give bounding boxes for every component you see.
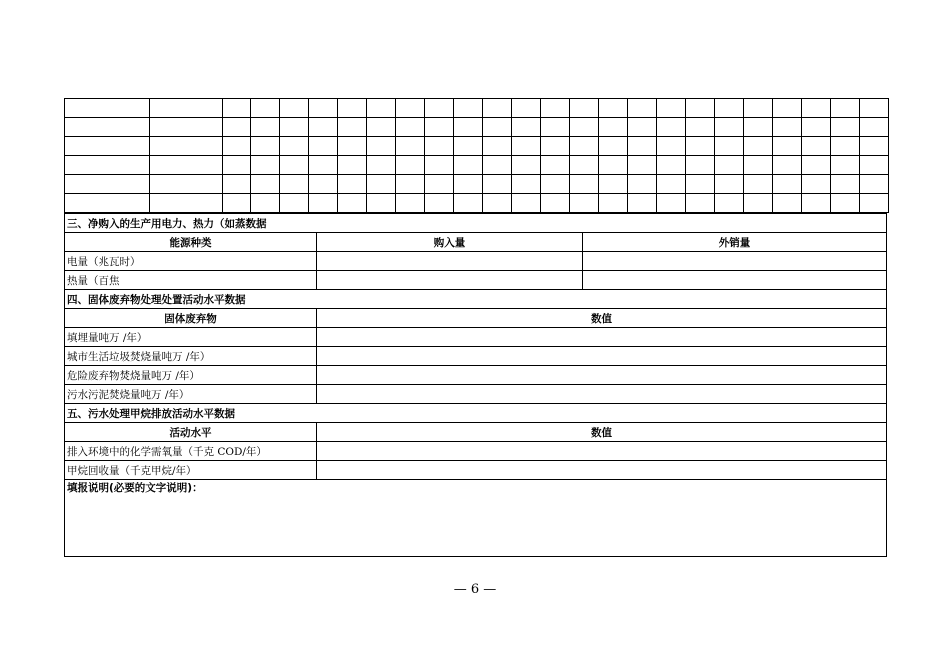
grid-cell[interactable] <box>744 194 773 213</box>
grid-cell[interactable] <box>65 118 150 137</box>
grid-cell[interactable] <box>309 194 338 213</box>
grid-cell[interactable] <box>280 137 309 156</box>
grid-cell[interactable] <box>570 156 599 175</box>
input-cell[interactable] <box>317 461 887 480</box>
grid-row <box>65 137 889 156</box>
section3-header-energy-type: 能源种类 <box>65 233 317 252</box>
section3-title: 三、净购入的生产用电力、热力（如蒸数据 <box>65 214 887 233</box>
grid-cell[interactable] <box>802 175 831 194</box>
grid-cell[interactable] <box>280 156 309 175</box>
grid-cell[interactable] <box>454 194 483 213</box>
grid-cell[interactable] <box>628 99 657 118</box>
grid-cell[interactable] <box>773 137 802 156</box>
grid-cell[interactable] <box>570 175 599 194</box>
grid-cell[interactable] <box>744 99 773 118</box>
grid-cell[interactable] <box>367 175 396 194</box>
grid-cell[interactable] <box>802 118 831 137</box>
grid-cell[interactable] <box>657 156 686 175</box>
grid-cell[interactable] <box>396 194 425 213</box>
grid-cell[interactable] <box>483 175 512 194</box>
grid-cell[interactable] <box>657 194 686 213</box>
section4-title: 四、固体废弃物处理处置活动水平数据 <box>65 290 887 309</box>
grid-cell[interactable] <box>860 118 889 137</box>
grid-cell[interactable] <box>454 118 483 137</box>
note-row <box>65 480 887 557</box>
section5-header-row <box>65 423 887 442</box>
input-cell[interactable] <box>317 347 887 366</box>
input-cell[interactable] <box>583 252 887 271</box>
grid-cell[interactable] <box>831 118 860 137</box>
grid-cell[interactable] <box>831 194 860 213</box>
grid-cell[interactable] <box>251 99 280 118</box>
grid-cell[interactable] <box>860 175 889 194</box>
grid-cell[interactable] <box>831 156 860 175</box>
section3-title-row <box>65 214 887 233</box>
grid-cell[interactable] <box>860 194 889 213</box>
grid-cell[interactable] <box>744 118 773 137</box>
grid-cell[interactable] <box>599 156 628 175</box>
grid-cell[interactable] <box>773 175 802 194</box>
grid-cell[interactable] <box>338 175 367 194</box>
grid-cell[interactable] <box>425 156 454 175</box>
grid-cell[interactable] <box>628 118 657 137</box>
grid-cell[interactable] <box>541 137 570 156</box>
grid-cell[interactable] <box>150 118 223 137</box>
input-cell[interactable] <box>317 252 583 271</box>
section3-row-heat <box>65 271 887 290</box>
grid-cell[interactable] <box>338 99 367 118</box>
grid-cell[interactable] <box>396 118 425 137</box>
grid-cell[interactable] <box>686 99 715 118</box>
grid-cell[interactable] <box>802 156 831 175</box>
grid-cell[interactable] <box>425 99 454 118</box>
grid-cell[interactable] <box>396 156 425 175</box>
grid-cell[interactable] <box>223 137 251 156</box>
section4-row-label: 污水污泥焚烧量吨万 /年） <box>65 385 317 404</box>
section4-header-row <box>65 309 887 328</box>
grid-cell[interactable] <box>599 118 628 137</box>
continued-grid-table <box>64 98 889 213</box>
grid-cell[interactable] <box>715 137 744 156</box>
grid-cell[interactable] <box>831 137 860 156</box>
grid-cell[interactable] <box>715 118 744 137</box>
grid-cell[interactable] <box>686 137 715 156</box>
grid-cell[interactable] <box>860 137 889 156</box>
section5-row <box>65 461 887 480</box>
grid-cell[interactable] <box>454 137 483 156</box>
section4-header-value: 数值 <box>317 309 887 328</box>
grid-cell[interactable] <box>512 175 541 194</box>
section4-row-label: 危险废弃物焚烧量吨万 /年） <box>65 366 317 385</box>
grid-cell[interactable] <box>223 175 251 194</box>
grid-cell[interactable] <box>541 194 570 213</box>
input-cell[interactable] <box>317 328 887 347</box>
grid-cell[interactable] <box>483 118 512 137</box>
grid-row <box>65 175 889 194</box>
grid-cell[interactable] <box>223 99 251 118</box>
grid-cell[interactable] <box>338 118 367 137</box>
section5-title-row <box>65 404 887 423</box>
grid-cell[interactable] <box>425 194 454 213</box>
grid-cell[interactable] <box>309 99 338 118</box>
grid-cell[interactable] <box>483 194 512 213</box>
grid-cell[interactable] <box>309 137 338 156</box>
grid-cell[interactable] <box>512 194 541 213</box>
grid-cell[interactable] <box>367 194 396 213</box>
grid-cell[interactable] <box>367 118 396 137</box>
grid-cell[interactable] <box>338 194 367 213</box>
section3-header-row <box>65 233 887 252</box>
grid-cell[interactable] <box>860 156 889 175</box>
grid-cell[interactable] <box>599 194 628 213</box>
grid-row <box>65 156 889 175</box>
grid-cell[interactable] <box>628 137 657 156</box>
grid-cell[interactable] <box>628 194 657 213</box>
section4-row <box>65 328 887 347</box>
grid-cell[interactable] <box>309 156 338 175</box>
grid-cell[interactable] <box>65 137 150 156</box>
grid-cell[interactable] <box>309 118 338 137</box>
grid-cell[interactable] <box>223 194 251 213</box>
section5-header-activity: 活动水平 <box>65 423 317 442</box>
grid-cell[interactable] <box>657 118 686 137</box>
section5-title: 五、污水处理甲烷排放活动水平数据 <box>65 404 887 423</box>
grid-cell[interactable] <box>802 99 831 118</box>
grid-cell[interactable] <box>512 118 541 137</box>
section4-row-label: 填埋量吨万 /年） <box>65 328 317 347</box>
grid-cell[interactable] <box>773 118 802 137</box>
section4-title-row <box>65 290 887 309</box>
grid-cell[interactable] <box>309 175 338 194</box>
grid-cell[interactable] <box>715 99 744 118</box>
grid-cell[interactable] <box>715 156 744 175</box>
section3-row-label: 电量（兆瓦时） <box>65 252 317 271</box>
grid-cell[interactable] <box>860 99 889 118</box>
section4-row <box>65 366 887 385</box>
input-cell[interactable] <box>583 271 887 290</box>
input-cell[interactable] <box>317 385 887 404</box>
section4-row <box>65 347 887 366</box>
section5-header-value: 数值 <box>317 423 887 442</box>
section3-header-purchased: 购入量 <box>317 233 583 252</box>
grid-cell[interactable] <box>599 175 628 194</box>
grid-cell[interactable] <box>396 99 425 118</box>
section5-row-label: 排入环境中的化学需氧量（千克 COD/年） <box>65 442 317 461</box>
grid-row <box>65 118 889 137</box>
grid-cell[interactable] <box>570 137 599 156</box>
grid-row <box>65 99 889 118</box>
grid-cell[interactable] <box>425 118 454 137</box>
grid-cell[interactable] <box>150 194 223 213</box>
grid-cell[interactable] <box>686 194 715 213</box>
grid-cell[interactable] <box>223 118 251 137</box>
grid-cell[interactable] <box>512 137 541 156</box>
grid-row <box>65 194 889 213</box>
grid-cell[interactable] <box>280 99 309 118</box>
grid-cell[interactable] <box>65 99 150 118</box>
grid-cell[interactable] <box>367 137 396 156</box>
grid-cell[interactable] <box>686 156 715 175</box>
grid-cell[interactable] <box>541 156 570 175</box>
grid-cell[interactable] <box>367 156 396 175</box>
grid-cell[interactable] <box>599 137 628 156</box>
input-cell[interactable] <box>317 366 887 385</box>
grid-cell[interactable] <box>802 194 831 213</box>
grid-cell[interactable] <box>454 156 483 175</box>
grid-cell[interactable] <box>396 137 425 156</box>
grid-cell[interactable] <box>541 99 570 118</box>
grid-cell[interactable] <box>251 118 280 137</box>
grid-cell[interactable] <box>65 194 150 213</box>
section4-header-waste: 固体废弃物 <box>65 309 317 328</box>
grid-cell[interactable] <box>150 99 223 118</box>
grid-cell[interactable] <box>396 175 425 194</box>
section5-row <box>65 442 887 461</box>
grid-cell[interactable] <box>686 175 715 194</box>
grid-cell[interactable] <box>628 156 657 175</box>
section4-row-label: 城市生活垃圾焚烧量吨万 /年） <box>65 347 317 366</box>
grid-cell[interactable] <box>744 175 773 194</box>
grid-cell[interactable] <box>831 99 860 118</box>
grid-cell[interactable] <box>280 118 309 137</box>
input-cell[interactable] <box>317 442 887 461</box>
grid-cell[interactable] <box>657 175 686 194</box>
grid-cell[interactable] <box>744 137 773 156</box>
grid-cell[interactable] <box>454 99 483 118</box>
grid-cell[interactable] <box>425 175 454 194</box>
grid-cell[interactable] <box>223 156 251 175</box>
grid-cell[interactable] <box>65 156 150 175</box>
grid-cell[interactable] <box>715 175 744 194</box>
grid-cell[interactable] <box>628 175 657 194</box>
input-cell[interactable] <box>317 271 583 290</box>
grid-cell[interactable] <box>541 175 570 194</box>
grid-cell[interactable] <box>280 175 309 194</box>
grid-cell[interactable] <box>251 156 280 175</box>
grid-cell[interactable] <box>483 99 512 118</box>
grid-cell[interactable] <box>150 137 223 156</box>
grid-cell[interactable] <box>338 156 367 175</box>
grid-cell[interactable] <box>512 156 541 175</box>
grid-cell[interactable] <box>570 194 599 213</box>
grid-cell[interactable] <box>367 99 396 118</box>
grid-cell[interactable] <box>251 137 280 156</box>
grid-cell[interactable] <box>802 137 831 156</box>
grid-cell[interactable] <box>686 118 715 137</box>
page-number: — 6 — <box>453 582 497 597</box>
grid-cell[interactable] <box>657 137 686 156</box>
grid-cell[interactable] <box>454 175 483 194</box>
grid-cell[interactable] <box>773 156 802 175</box>
grid-cell[interactable] <box>831 175 860 194</box>
grid-cell[interactable] <box>251 194 280 213</box>
grid-cell[interactable] <box>715 194 744 213</box>
grid-cell[interactable] <box>773 99 802 118</box>
activity-data-form <box>64 213 887 557</box>
section5-row-label: 甲烷回收量（千克甲烷/年） <box>65 461 317 480</box>
grid-cell[interactable] <box>541 118 570 137</box>
grid-cell[interactable] <box>599 99 628 118</box>
note-field[interactable] <box>65 480 887 557</box>
grid-cell[interactable] <box>425 137 454 156</box>
grid-cell[interactable] <box>150 175 223 194</box>
grid-cell[interactable] <box>657 99 686 118</box>
grid-cell[interactable] <box>483 156 512 175</box>
grid-cell[interactable] <box>570 118 599 137</box>
grid-cell[interactable] <box>65 175 150 194</box>
grid-cell[interactable] <box>744 156 773 175</box>
grid-cell[interactable] <box>150 156 223 175</box>
section3-row-electricity <box>65 252 887 271</box>
section3-row-label: 热量（百焦 <box>65 271 317 290</box>
grid-cell[interactable] <box>280 194 309 213</box>
grid-cell[interactable] <box>512 99 541 118</box>
grid-cell[interactable] <box>483 137 512 156</box>
grid-cell[interactable] <box>251 175 280 194</box>
note-label: 填报说明(必要的文字说明)： <box>67 482 203 494</box>
grid-cell[interactable] <box>570 99 599 118</box>
grid-cell[interactable] <box>338 137 367 156</box>
section4-row <box>65 385 887 404</box>
grid-cell[interactable] <box>773 194 802 213</box>
section3-header-sold: 外销量 <box>583 233 887 252</box>
